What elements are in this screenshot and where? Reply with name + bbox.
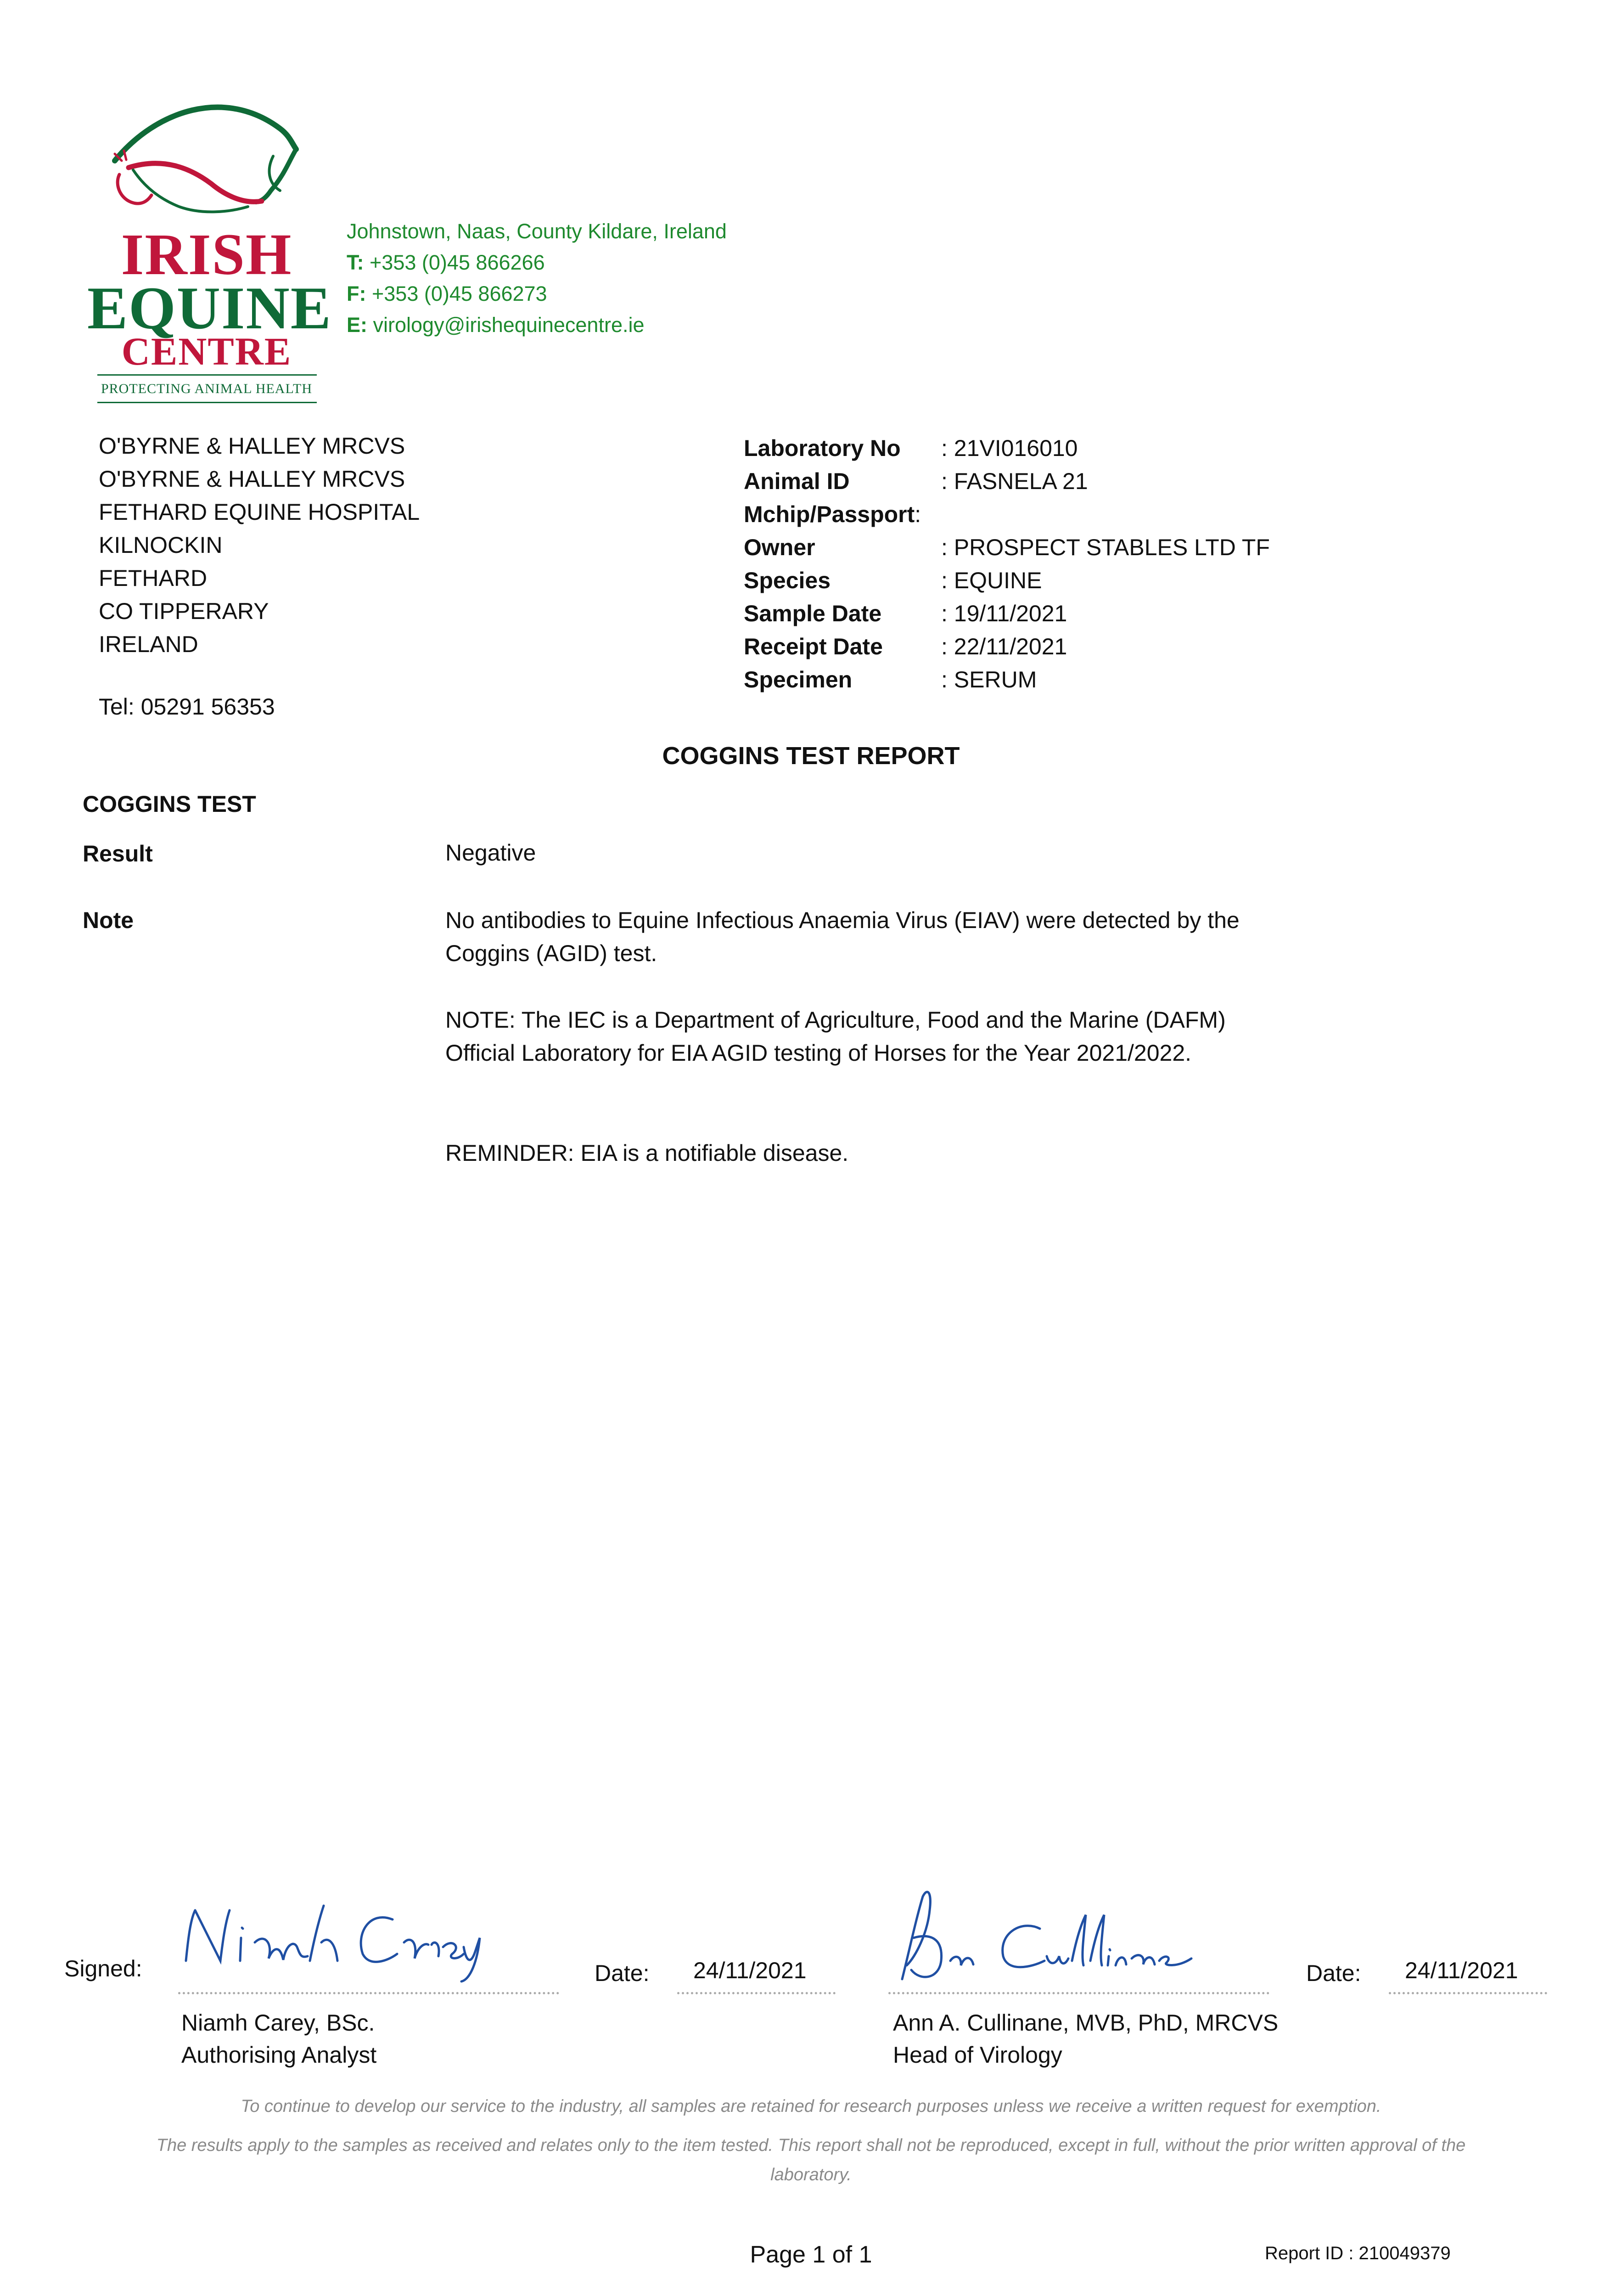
address-line: FETHARD EQUINE HOSPITAL [99,499,420,525]
detail-value: : [915,501,921,527]
contact-fax [347,278,727,310]
signature-line-left [178,1992,559,1994]
address-line: CO TIPPERARY [99,598,269,624]
detail-label: Specimen [744,667,853,692]
detail-row [744,597,1270,630]
signature-niamh-carey [177,1892,507,1984]
sample-details [744,432,1270,696]
address-line: O'BYRNE & HALLEY MRCVS [99,433,405,459]
date-label-right: Date: [1306,1960,1361,1986]
email-label: E: [347,313,367,337]
note-paragraph: REMINDER: EIA is a notifiable disease. [445,1140,849,1166]
disclaimer-results: The results apply to the samples as received and relates only to the item tested. This report shall not be reproduced, except in full, without the prior written approval of the laboratory. [156,2136,1466,2184]
note-label: Note [83,907,134,933]
recipient-address [99,429,420,661]
date-line-right [1389,1992,1547,1994]
report-title: COGGINS TEST REPORT [662,742,960,770]
contact-block [347,216,727,341]
signature-line-right [888,1992,1269,1994]
result-value: Negative [445,840,536,866]
signature-ann-cullinane [888,1883,1219,1988]
signatory-left [181,2007,376,2071]
address-line: IRELAND [99,631,198,657]
signatory-right [893,2007,1278,2071]
detail-label: Sample Date [744,601,882,626]
signatory-role: Authorising Analyst [181,2042,377,2068]
detail-value: : 21VI016010 [941,435,1078,461]
detail-label: Receipt Date [744,634,883,659]
note-paragraph: NOTE: The IEC is a Department of Agriculture, Food and the Marine (DAFM) Official Laboratory for EIA AGID testing of Horses for the Year 2021/2022. [445,1007,1226,1066]
logo-rule-bottom [97,402,317,403]
signed-label: Signed: [64,1956,142,1981]
phone-label: T: [347,251,364,274]
detail-label: Animal ID [744,468,850,494]
date-line-left [677,1992,836,1994]
address-line: O'BYRNE & HALLEY MRCVS [99,466,405,492]
detail-label: Owner [744,535,815,560]
logo-word-equine: EQUINE [87,274,332,342]
phone-number: +353 (0)45 866266 [370,251,545,274]
disclaimer-retention: To continue to develop our service to the industry, all samples are retained for research purposes unless we receive a written request for exemption. [241,2097,1381,2116]
result-label: Result [83,841,153,867]
email-address: virology@irishequinecentre.ie [373,313,645,337]
signatory-name: Niamh Carey, BSc. [181,2010,375,2036]
date-label-left: Date: [595,1960,650,1986]
contact-phone [347,247,727,278]
detail-value: : EQUINE [941,568,1042,593]
detail-row [744,465,1270,498]
logo-rule-top [97,374,317,376]
detail-label: Laboratory No [744,435,901,461]
detail-value: : PROSPECT STABLES LTD TF [941,535,1270,560]
detail-row [744,564,1270,597]
logo-word-centre: CENTRE [121,329,292,373]
detail-value: : FASNELA 21 [941,468,1088,494]
detail-value: : 19/11/2021 [941,601,1067,626]
signatory-role: Head of Virology [893,2042,1062,2068]
detail-row [744,630,1270,663]
detail-row [744,531,1270,564]
horse-icon [87,92,326,230]
company-logo [87,92,332,404]
section-title: COGGINS TEST [83,791,256,817]
detail-value: : 22/11/2021 [941,634,1067,659]
detail-row [744,663,1270,696]
address-line: FETHARD [99,565,208,591]
report-id: Report ID : 210049379 [1265,2243,1451,2263]
logo-word-irish: IRISH [121,222,292,287]
date-value-left: 24/11/2021 [693,1958,807,1983]
contact-address: Johnstown, Naas, County Kildare, Ireland [347,219,727,243]
detail-label: Species [744,568,831,593]
fax-number: +353 (0)45 866273 [372,282,547,305]
detail-value: : SERUM [941,667,1037,692]
detail-row [744,498,1270,531]
logo-tagline: PROTECTING ANIMAL HEALTH [101,381,313,396]
date-value-right: 24/11/2021 [1405,1958,1518,1983]
signatory-name: Ann A. Cullinane, MVB, PhD, MRCVS [893,2010,1279,2036]
page-number: Page 1 of 1 [750,2241,872,2268]
recipient-tel: Tel: 05291 56353 [99,694,275,720]
fax-label: F: [347,282,366,305]
contact-email [347,310,727,341]
address-line: KILNOCKIN [99,532,223,558]
detail-row [744,432,1270,465]
note-paragraph: No antibodies to Equine Infectious Anaemia Virus (EIAV) were detected by the Coggins (AGID) test. [445,907,1240,966]
detail-label: Mchip/Passport [744,501,915,527]
